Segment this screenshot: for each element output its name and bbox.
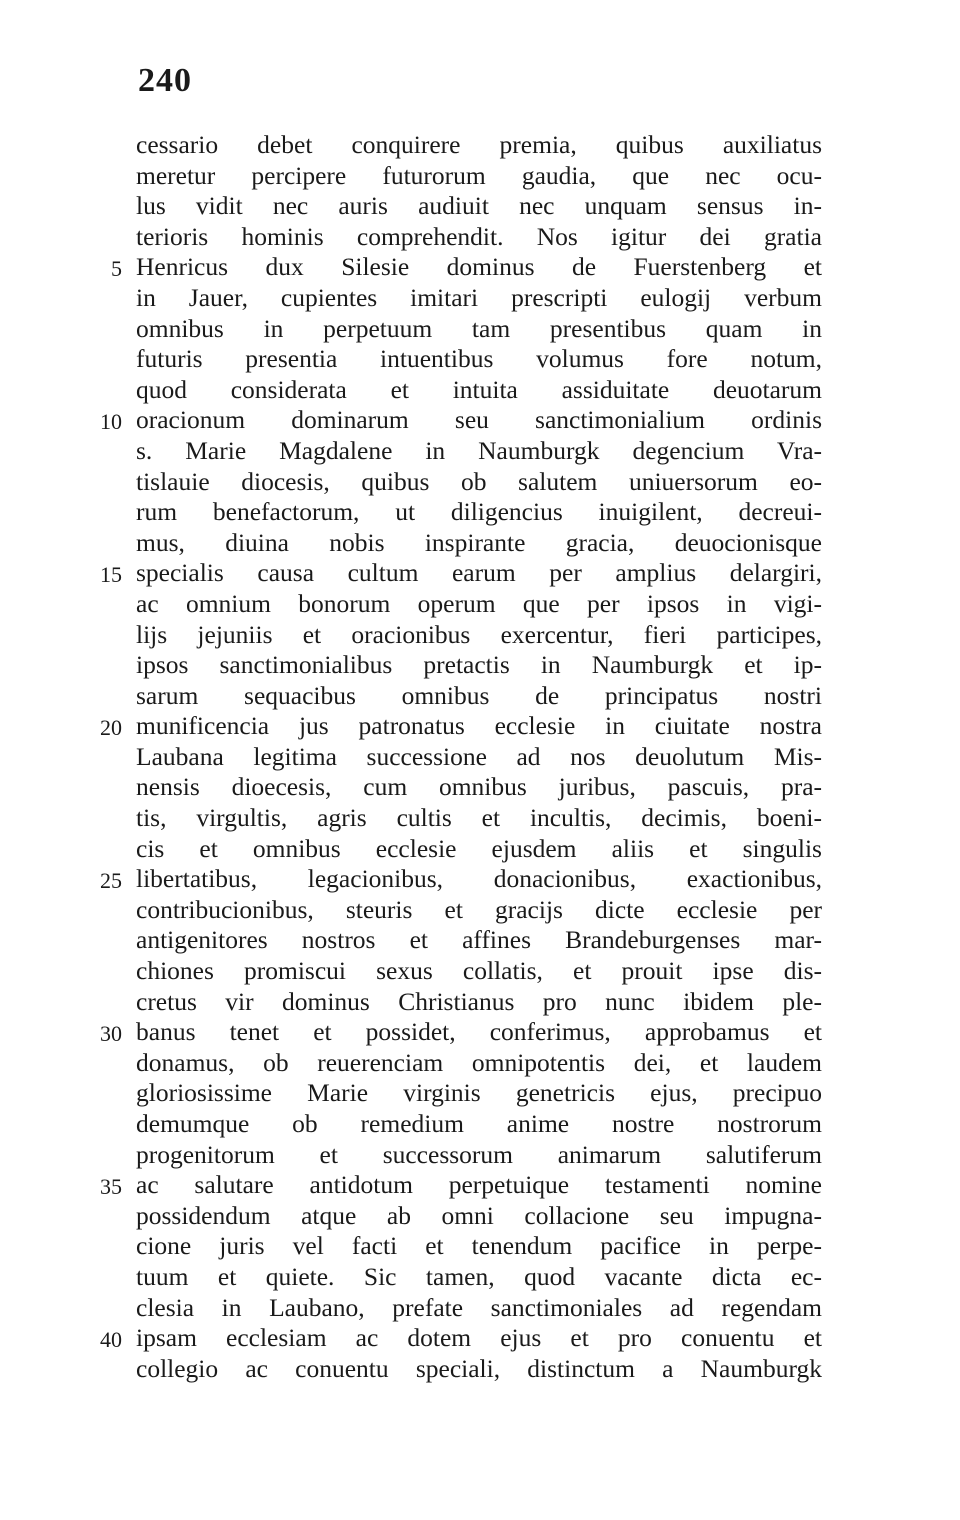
text-line [0, 191, 960, 222]
text-line [0, 1140, 960, 1171]
line-text: ac salutare antidotum perpetuique testamenti nomine [136, 1170, 822, 1200]
text-line [0, 1262, 960, 1293]
line-text: tislauie diocesis, quibus ob salutem uniuersorum eo- [136, 466, 822, 496]
text-line [0, 558, 960, 589]
line-text: chiones promiscui sexus collatis, et prouit ipse dis- [136, 956, 822, 986]
line-number: 5 [111, 256, 122, 282]
text-line [0, 130, 960, 161]
line-text: cessario debet conquirere premia, quibus auxiliatus [136, 130, 822, 159]
line-text: lus vidit nec auris audiuit nec unquam sensus in- [136, 191, 822, 221]
line-text: nensis dioecesis, cum omnibus juribus, pascuis, pra- [136, 772, 822, 802]
line-number: 20 [100, 715, 122, 741]
line-text: ac omnium bonorum operum que per ipsos in vigi- [136, 588, 822, 618]
line-text: meretur percipere futurorum gaudia, que nec ocu- [136, 160, 822, 190]
text-line [0, 467, 960, 498]
line-text: specialis causa cultum earum per amplius delargiri, [136, 558, 822, 588]
text-line [0, 681, 960, 712]
page-number: 240 [138, 62, 192, 99]
line-text: in Jauer, cupientes imitari prescripti eulogij verbum [136, 282, 822, 312]
text-line [0, 405, 960, 436]
text-line [0, 283, 960, 314]
text-line [0, 314, 960, 345]
line-text: contribucionibus, steuris et gracijs dicte ecclesie per [136, 894, 822, 924]
text-line [0, 252, 960, 283]
line-text: sarum sequacibus omnibus de principatus nostri [136, 680, 822, 710]
line-text: ipsam ecclesiam ac dotem ejus et pro conuentu et [136, 1323, 822, 1353]
line-text: Laubana legitima successione ad nos deuolutum Mis- [136, 741, 822, 771]
line-text: munificencia jus patronatus ecclesie in ciuitate nostra [136, 711, 822, 741]
text-line [0, 803, 960, 834]
line-text: s. Marie Magdalene in Naumburgk degencium Vra- [136, 435, 822, 465]
line-text: rum benefactorum, ut diligencius inuigilent, decreui- [136, 497, 822, 527]
body-text [0, 130, 960, 1384]
line-text: oracionum dominarum seu sanctimonialium ordinis [136, 405, 822, 435]
line-number: 40 [100, 1327, 122, 1353]
text-line [0, 925, 960, 956]
text-line [0, 436, 960, 467]
line-text: cretus vir dominus Christianus pro nunc ibidem ple- [136, 986, 822, 1016]
text-line [0, 956, 960, 987]
line-number: 35 [100, 1174, 122, 1200]
line-number: 25 [100, 868, 122, 894]
text-line [0, 742, 960, 773]
text-line [0, 620, 960, 651]
line-text: quod considerata et intuita assiduitate deuotarum [136, 374, 822, 404]
text-line [0, 1078, 960, 1109]
line-number: 15 [100, 562, 122, 588]
text-line [0, 1017, 960, 1048]
text-line [0, 497, 960, 528]
text-line [0, 834, 960, 865]
text-line [0, 1323, 960, 1354]
text-line [0, 375, 960, 406]
text-line [0, 895, 960, 926]
line-text: progenitorum et successorum animarum salutiferum [136, 1139, 822, 1169]
text-line [0, 864, 960, 895]
line-text: omnibus in perpetuum tam presentibus quam in [136, 313, 822, 343]
line-text: cione juris vel facti et tenendum pacifice in perpe- [136, 1231, 822, 1261]
text-line [0, 1201, 960, 1232]
line-text: donamus, ob reuerenciam omnipotentis dei, et laudem [136, 1047, 822, 1077]
line-text: demumque ob remedium anime nostre nostrorum [136, 1109, 822, 1138]
text-line [0, 344, 960, 375]
line-number: 30 [100, 1021, 122, 1047]
line-text: antigenitores nostros et affines Brandeburgenses mar- [136, 925, 822, 955]
line-text: gloriosissime Marie virginis genetricis ejus, precipuo [136, 1078, 822, 1108]
text-line [0, 1048, 960, 1079]
text-line [0, 1354, 960, 1385]
text-line [0, 589, 960, 620]
line-text: Henricus dux Silesie dominus de Fuerstenberg et [136, 252, 822, 282]
text-line [0, 987, 960, 1018]
text-line [0, 161, 960, 192]
text-line [0, 1109, 960, 1140]
line-text: collegio ac conuentu speciali, distinctum a Naumburgk [136, 1353, 822, 1383]
text-line [0, 1293, 960, 1324]
text-line [0, 222, 960, 253]
line-text: tuum et quiete. Sic tamen, quod vacante dicta ec- [136, 1261, 822, 1291]
line-text: banus tenet et possidet, conferimus, approbamus et [136, 1017, 822, 1047]
line-text: lijs jejuniis et oracionibus exercentur, fieri participes, [136, 619, 822, 649]
line-text: possidendum atque ab omni collacione seu impugna- [136, 1200, 822, 1230]
line-text: clesia in Laubano, prefate sanctimoniales ad regendam [136, 1292, 822, 1322]
line-text: cis et omnibus ecclesie ejusdem aliis et singulis [136, 833, 822, 863]
text-line [0, 772, 960, 803]
line-number: 10 [100, 409, 122, 435]
text-line [0, 528, 960, 559]
text-line [0, 1170, 960, 1201]
line-text: futuris presentia intuentibus volumus fore notum, [136, 344, 822, 374]
text-line [0, 1231, 960, 1262]
line-text: tis, virgultis, agris cultis et incultis, decimis, boeni- [136, 803, 822, 833]
text-line [0, 711, 960, 742]
line-text: ipsos sanctimonialibus pretactis in Naumburgk et ip- [136, 650, 822, 680]
line-text: libertatibus, legacionibus, donacionibus, exactionibus, [136, 864, 822, 894]
line-text: mus, diuina nobis inspirante gracia, deuocionisque [136, 527, 822, 557]
line-text: terioris hominis comprehendit. Nos igitur dei gratia [136, 221, 822, 251]
text-line [0, 650, 960, 681]
